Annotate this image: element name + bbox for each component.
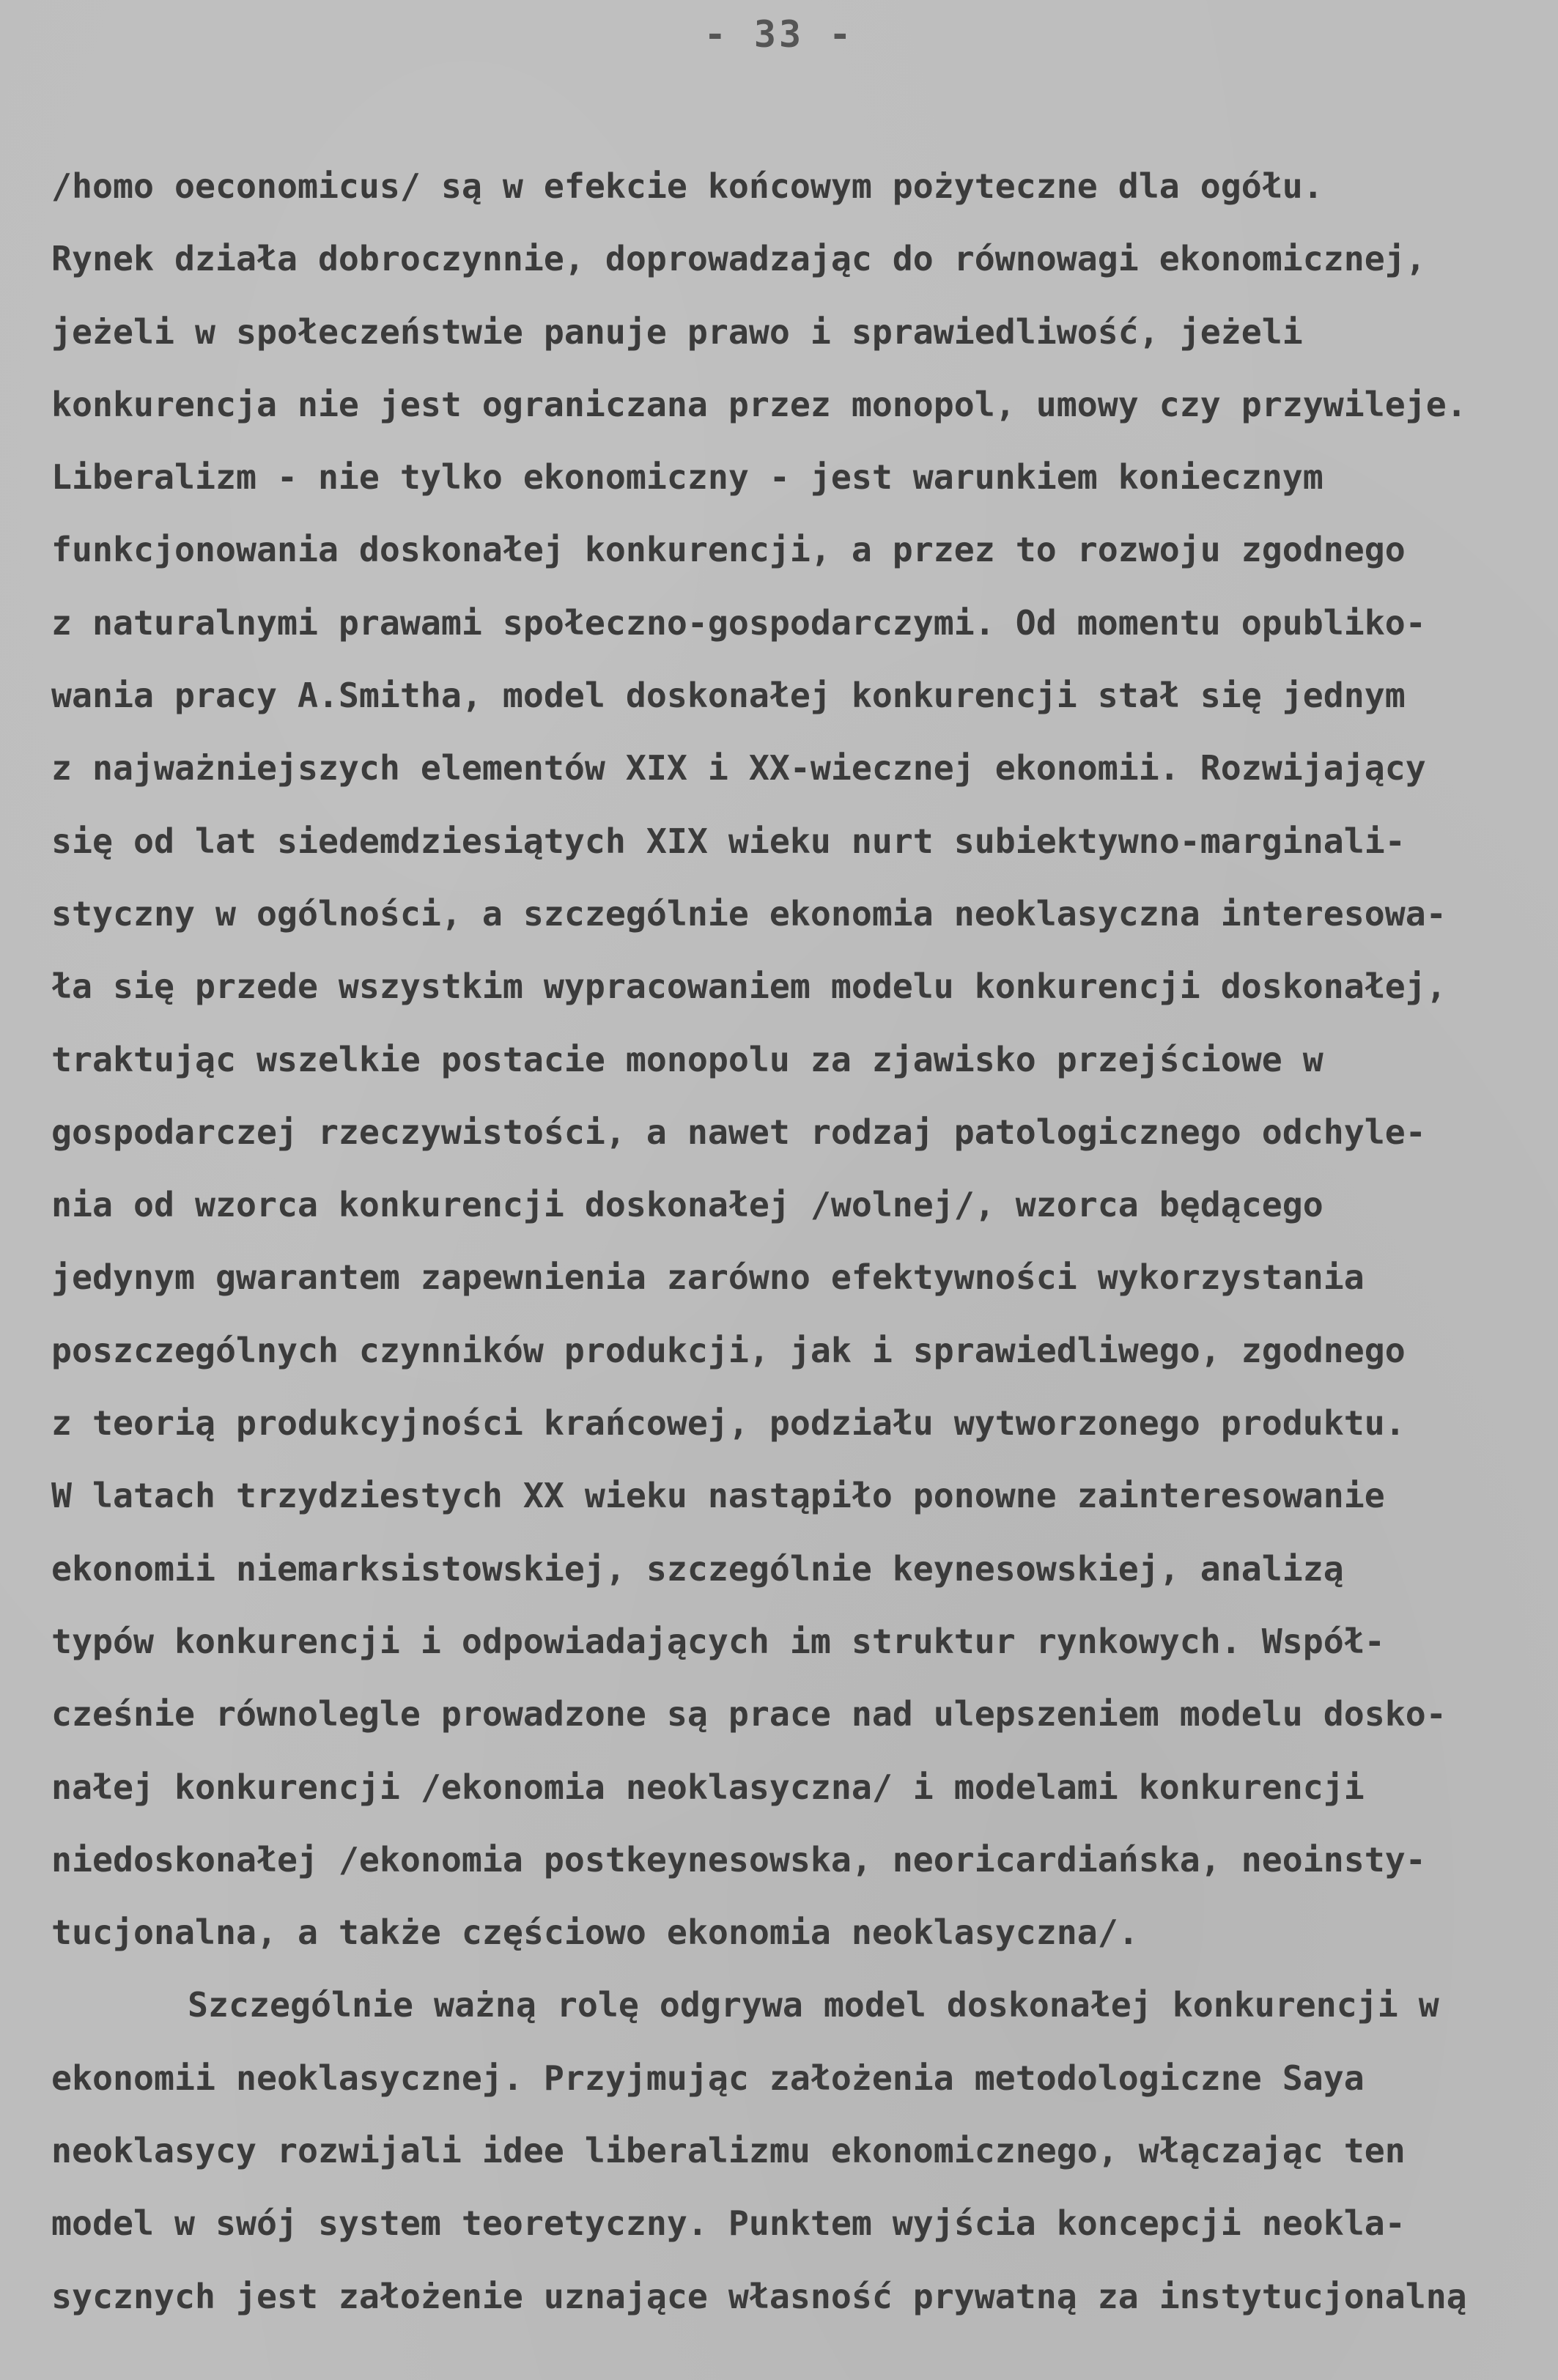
- text-line: tucjonalna, a także częściowo ekonomia neoklasyczna/.: [51, 1912, 1139, 1953]
- text-line: sycznych jest założenie uznające własność prywatną za instytucjonalną: [51, 2276, 1467, 2316]
- text-line: model w swój system teoretyczny. Punktem wyjścia koncepcji neokla-: [51, 2203, 1406, 2244]
- text-line: ła się przede wszystkim wypracowaniem modelu konkurencji doskonałej,: [51, 967, 1447, 1007]
- text-line: typów konkurencji i odpowiadających im struktur rynkowych. Współ-: [51, 1621, 1385, 1661]
- text-line: Liberalizm - nie tylko ekonomiczny - jest warunkiem koniecznym: [51, 457, 1323, 498]
- text-line: neoklasycy rozwijali idee liberalizmu ekonomicznego, włączając ten: [51, 2131, 1406, 2171]
- text-line: wania pracy A.Smitha, model doskonałej konkurencji stał się jednym: [51, 676, 1406, 716]
- text-line: się od lat siedemdziesiątych XIX wieku nurt subiektywno-marginali-: [51, 821, 1406, 861]
- text-line: cześnie równolegle prowadzone są prace nad ulepszeniem modelu dosko-: [51, 1694, 1447, 1734]
- text-line: ekonomii niemarksistowskiej, szczególnie keynesowskiej, analizą: [51, 1548, 1344, 1589]
- text-line: z najważniejszych elementów XIX i XX-wiecznej ekonomii. Rozwijający: [51, 748, 1426, 788]
- text-line: ekonomii neoklasycznej. Przyjmując założenia metodologiczne Saya: [51, 2058, 1365, 2098]
- body-text: [51, 150, 1558, 2333]
- text-line: traktując wszelkie postacie monopolu za zjawisko przejściowe w: [51, 1039, 1323, 1079]
- text-line: gospodarczej rzeczywistości, a nawet rodzaj patologicznego odchyle-: [51, 1112, 1426, 1152]
- text-line: z teorią produkcyjności krańcowej, podziału wytworzonego produktu.: [51, 1403, 1406, 1444]
- text-line: konkurencja nie jest ograniczana przez monopol, umowy czy przywileje.: [51, 384, 1467, 424]
- page-number: - 33 -: [704, 13, 854, 56]
- text-line: poszczególnych czynników produkcji, jak i sprawiedliwego, zgodnego: [51, 1330, 1406, 1370]
- text-line: /homo oeconomicus/ są w efekcie końcowym pożyteczne dla ogółu.: [51, 166, 1323, 206]
- text-line: Rynek działa dobroczynnie, doprowadzając do równowagi ekonomicznej,: [51, 239, 1426, 279]
- text-line: z naturalnymi prawami społeczno-gospodarczymi. Od momentu opubliko-: [51, 602, 1426, 643]
- text-line: nałej konkurencji /ekonomia neoklasyczna/ i modelami konkurencji: [51, 1767, 1365, 1807]
- text-line: nia od wzorca konkurencji doskonałej /wolnej/, wzorca będącego: [51, 1185, 1323, 1225]
- text-line: niedoskonałej /ekonomia postkeynesowska, neoricardiańska, neoinsty-: [51, 1839, 1426, 1880]
- text-line: W latach trzydziestych XX wieku nastąpiło ponowne zainteresowanie: [51, 1476, 1385, 1516]
- text-line: jeżeli w społeczeństwie panuje prawo i sprawiedliwość, jeżeli: [51, 311, 1303, 352]
- text-line: funkcjonowania doskonałej konkurencji, a przez to rozwoju zgodnego: [51, 530, 1406, 570]
- text-line: Szczególnie ważną rolę odgrywa model doskonałej konkurencji w: [188, 1985, 1439, 2025]
- text-line: styczny w ogólności, a szczególnie ekonomia neoklasyczna interesowa-: [51, 893, 1447, 934]
- text-line: jedynym gwarantem zapewnienia zarówno efektywności wykorzystania: [51, 1257, 1365, 1298]
